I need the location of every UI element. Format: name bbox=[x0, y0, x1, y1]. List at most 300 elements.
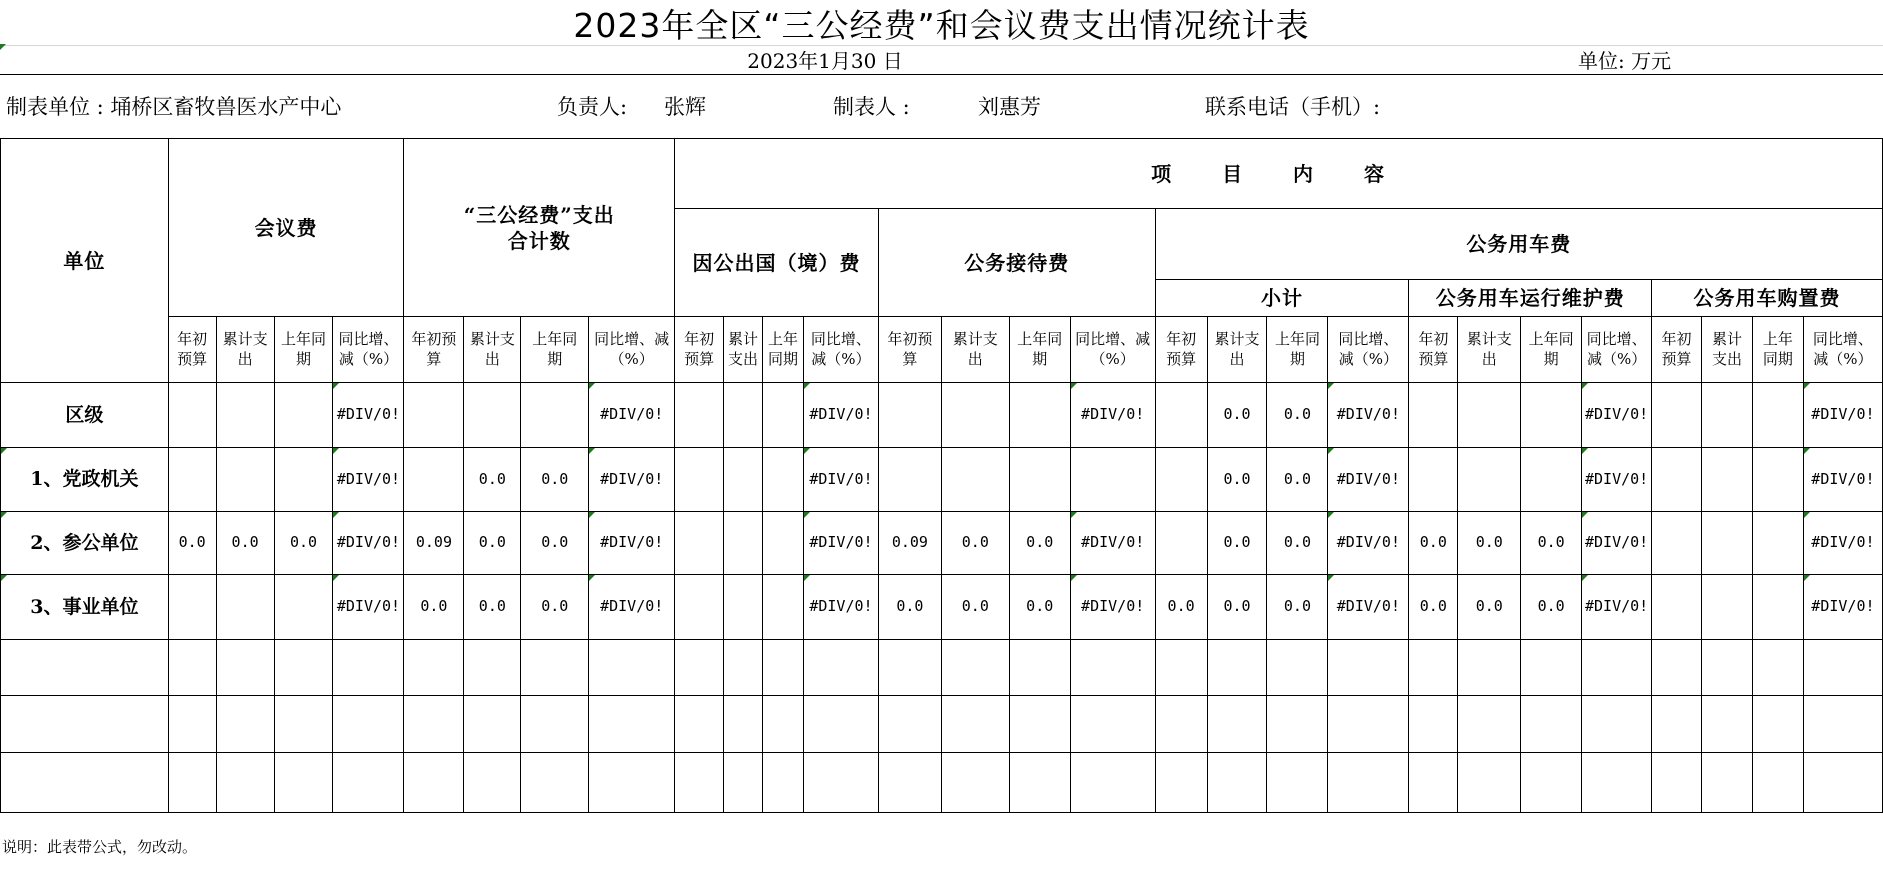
row-label[interactable]: 1、党政机关 bbox=[1, 448, 169, 512]
data-cell[interactable]: #DIV/0! bbox=[1328, 448, 1409, 512]
data-cell[interactable] bbox=[1752, 575, 1803, 640]
empty-cell[interactable] bbox=[1521, 696, 1582, 753]
data-cell[interactable] bbox=[1652, 575, 1702, 640]
empty-cell[interactable] bbox=[803, 640, 878, 696]
subheader-line: 年初 bbox=[1418, 330, 1449, 348]
data-cell[interactable]: 0.0 bbox=[521, 448, 589, 512]
row-label[interactable]: 区级 bbox=[1, 383, 169, 448]
data-cell[interactable]: #DIV/0! bbox=[333, 575, 404, 640]
empty-cell[interactable] bbox=[1070, 753, 1155, 813]
empty-cell[interactable] bbox=[1267, 696, 1328, 753]
empty-cell[interactable] bbox=[1009, 640, 1070, 696]
subheader-line: 年初 bbox=[177, 330, 208, 348]
data-cell[interactable] bbox=[216, 383, 274, 448]
subheader-line: 出 bbox=[237, 349, 253, 368]
data-cell[interactable]: #DIV/0! bbox=[1582, 383, 1652, 448]
empty-cell[interactable] bbox=[941, 753, 1009, 813]
table-row-empty bbox=[1, 753, 1883, 813]
empty-cell[interactable] bbox=[1521, 640, 1582, 696]
empty-cell[interactable] bbox=[464, 753, 521, 813]
empty-cell[interactable] bbox=[675, 753, 724, 813]
subheader-cell bbox=[1582, 317, 1652, 383]
header-subtotal: 小计 bbox=[1155, 280, 1409, 317]
data-cell[interactable] bbox=[1702, 575, 1753, 640]
header-reception: 公务接待费 bbox=[878, 209, 1155, 317]
subheader-cell bbox=[1207, 317, 1267, 383]
subheader-line: 年初 bbox=[1661, 330, 1692, 348]
empty-cell[interactable] bbox=[1409, 696, 1458, 753]
empty-cell[interactable] bbox=[675, 696, 724, 753]
data-cell[interactable] bbox=[1521, 448, 1582, 512]
table-row-empty bbox=[1, 640, 1883, 696]
subheader-line: 累计支 bbox=[222, 330, 268, 348]
empty-cell[interactable] bbox=[1155, 753, 1207, 813]
data-cell[interactable]: 0.0 bbox=[1458, 575, 1521, 640]
empty-cell[interactable] bbox=[521, 753, 589, 813]
empty-cell[interactable] bbox=[1409, 753, 1458, 813]
subheader-cell bbox=[724, 317, 763, 383]
empty-cell[interactable] bbox=[675, 640, 724, 696]
empty-cell[interactable] bbox=[1009, 696, 1070, 753]
data-cell[interactable]: 0.0 bbox=[1521, 575, 1582, 640]
data-cell[interactable]: #DIV/0! bbox=[803, 383, 878, 448]
data-cell[interactable]: 0.0 bbox=[1267, 383, 1328, 448]
subheader-line: 年初预 bbox=[411, 330, 457, 348]
empty-cell[interactable] bbox=[878, 640, 941, 696]
subheader-line: 算 bbox=[902, 349, 918, 368]
empty-cell[interactable] bbox=[404, 640, 464, 696]
data-cell[interactable] bbox=[878, 448, 941, 512]
data-cell[interactable] bbox=[724, 512, 763, 575]
empty-cell[interactable] bbox=[1652, 753, 1702, 813]
empty-cell[interactable] bbox=[878, 696, 941, 753]
subheader-line: 累计支 bbox=[469, 330, 515, 348]
subheader-line: 预算 bbox=[1661, 349, 1692, 368]
data-cell[interactable]: #DIV/0! bbox=[1803, 512, 1882, 575]
subheader-line: 预算 bbox=[1418, 349, 1449, 368]
data-cell[interactable] bbox=[941, 383, 1009, 448]
data-cell[interactable]: 0.0 bbox=[1155, 575, 1207, 640]
subheader-line: 上年 bbox=[1762, 330, 1793, 348]
header-sangong-total-line1: “三公经费”支出 bbox=[463, 202, 615, 227]
subheader-line: 减（%） bbox=[1586, 349, 1647, 368]
empty-cell[interactable] bbox=[1328, 640, 1409, 696]
data-cell[interactable]: 0.09 bbox=[404, 512, 464, 575]
row-label[interactable]: 2、参公单位 bbox=[1, 512, 169, 575]
empty-cell[interactable] bbox=[274, 696, 333, 753]
row-label[interactable]: 3、事业单位 bbox=[1, 575, 169, 640]
empty-cell[interactable] bbox=[941, 696, 1009, 753]
subheader-line: 支出 bbox=[1711, 349, 1742, 368]
data-cell[interactable] bbox=[724, 448, 763, 512]
preparer-name: 刘惠芳 bbox=[978, 95, 1041, 119]
data-cell[interactable]: 0.0 bbox=[521, 575, 589, 640]
data-cell[interactable]: 0.09 bbox=[878, 512, 941, 575]
data-cell[interactable] bbox=[521, 383, 589, 448]
subheader-line: 减（%） bbox=[811, 349, 871, 368]
data-cell[interactable] bbox=[763, 575, 804, 640]
data-cell[interactable] bbox=[1155, 383, 1207, 448]
data-cell[interactable]: #DIV/0! bbox=[1582, 512, 1652, 575]
subheader-line: 算 bbox=[426, 349, 442, 368]
subheader-cell bbox=[1702, 317, 1753, 383]
data-cell[interactable]: #DIV/0! bbox=[589, 575, 675, 640]
empty-cell[interactable] bbox=[589, 696, 675, 753]
empty-cell[interactable] bbox=[1803, 696, 1882, 753]
subheader-line: 上年 bbox=[767, 330, 798, 348]
empty-cell[interactable] bbox=[803, 696, 878, 753]
data-cell[interactable] bbox=[168, 575, 216, 640]
table-row bbox=[1, 512, 1883, 575]
empty-cell[interactable] bbox=[1070, 696, 1155, 753]
data-cell[interactable] bbox=[1752, 512, 1803, 575]
empty-cell[interactable] bbox=[216, 640, 274, 696]
data-cell[interactable] bbox=[1752, 383, 1803, 448]
prepared-unit: 制表单位 : 埇桥区畜牧兽医水产中心 bbox=[6, 95, 342, 119]
data-cell[interactable]: #DIV/0! bbox=[1803, 383, 1882, 448]
data-cell[interactable] bbox=[274, 575, 333, 640]
page-title: 2023年全区“三公经费”和会议费支出情况统计表 bbox=[573, 6, 1310, 45]
empty-cell[interactable] bbox=[1582, 696, 1652, 753]
data-cell[interactable] bbox=[274, 448, 333, 512]
data-cell[interactable]: #DIV/0! bbox=[1803, 448, 1882, 512]
subheader-line: 期 bbox=[1289, 349, 1305, 368]
data-cell[interactable]: 0.0 bbox=[1009, 575, 1070, 640]
data-cell[interactable]: 0.0 bbox=[216, 512, 274, 575]
data-cell[interactable] bbox=[675, 448, 724, 512]
subheader-line: （%） bbox=[1090, 349, 1135, 368]
data-cell[interactable]: #DIV/0! bbox=[589, 448, 675, 512]
subheader-line: 年初预 bbox=[887, 330, 933, 348]
data-cell[interactable] bbox=[168, 383, 216, 448]
data-cell[interactable] bbox=[878, 383, 941, 448]
empty-cell[interactable] bbox=[404, 753, 464, 813]
data-cell[interactable]: 0.0 bbox=[878, 575, 941, 640]
subheader-cell bbox=[464, 317, 521, 383]
header-abroad: 因公出国（境）费 bbox=[675, 209, 879, 317]
subheader-cell bbox=[1409, 317, 1458, 383]
subheader-line: 出 bbox=[484, 349, 500, 368]
empty-cell[interactable] bbox=[724, 696, 763, 753]
subheader-cell bbox=[404, 317, 464, 383]
subheader-line: 减（%） bbox=[338, 349, 399, 368]
data-cell[interactable] bbox=[1155, 512, 1207, 575]
data-cell[interactable]: #DIV/0! bbox=[1070, 512, 1155, 575]
data-cell[interactable] bbox=[941, 448, 1009, 512]
data-cell[interactable]: #DIV/0! bbox=[803, 575, 878, 640]
data-cell[interactable] bbox=[724, 383, 763, 448]
subheader-line: 同比增、减 bbox=[1075, 330, 1151, 348]
subheader-line: 上年同 bbox=[1017, 330, 1063, 348]
subheader-line: 出 bbox=[1481, 349, 1497, 368]
data-cell[interactable] bbox=[1409, 383, 1458, 448]
empty-cell[interactable] bbox=[878, 753, 941, 813]
empty-cell[interactable] bbox=[724, 753, 763, 813]
data-cell[interactable] bbox=[763, 448, 804, 512]
empty-cell[interactable] bbox=[216, 753, 274, 813]
empty-cell[interactable] bbox=[404, 696, 464, 753]
data-cell[interactable]: 0.0 bbox=[1207, 575, 1267, 640]
data-cell[interactable]: #DIV/0! bbox=[333, 448, 404, 512]
data-cell[interactable]: 0.0 bbox=[274, 512, 333, 575]
preparer-label: 制表人 : bbox=[833, 95, 910, 119]
data-cell[interactable] bbox=[1009, 448, 1070, 512]
empty-cell[interactable] bbox=[1458, 753, 1521, 813]
empty-cell[interactable] bbox=[1582, 640, 1652, 696]
subheader-cell bbox=[1009, 317, 1070, 383]
data-cell[interactable] bbox=[274, 383, 333, 448]
data-cell[interactable] bbox=[464, 383, 521, 448]
empty-cell[interactable] bbox=[168, 640, 216, 696]
data-cell[interactable] bbox=[1458, 448, 1521, 512]
empty-cell[interactable] bbox=[1207, 640, 1267, 696]
data-cell[interactable]: 0.0 bbox=[1521, 512, 1582, 575]
data-cell[interactable]: #DIV/0! bbox=[589, 383, 675, 448]
empty-cell[interactable] bbox=[1702, 696, 1753, 753]
data-cell[interactable]: #DIV/0! bbox=[1328, 512, 1409, 575]
subheader-cell bbox=[1155, 317, 1207, 383]
subheader-line: 同比增、 bbox=[338, 330, 399, 348]
empty-cell[interactable] bbox=[941, 640, 1009, 696]
subheader-line: 期 bbox=[1032, 349, 1048, 368]
data-cell[interactable] bbox=[168, 448, 216, 512]
empty-cell[interactable] bbox=[1521, 753, 1582, 813]
data-cell[interactable]: 0.0 bbox=[1267, 575, 1328, 640]
data-cell[interactable] bbox=[675, 512, 724, 575]
subheader-line: 出 bbox=[967, 349, 983, 368]
header-project: 项 目 内 容 bbox=[675, 139, 1883, 209]
empty-cell[interactable] bbox=[1652, 696, 1702, 753]
subheader-line: 年初 bbox=[684, 330, 715, 348]
data-cell[interactable]: 0.0 bbox=[404, 575, 464, 640]
subheader-cell bbox=[1328, 317, 1409, 383]
empty-cell[interactable] bbox=[1702, 640, 1753, 696]
data-cell[interactable] bbox=[1409, 448, 1458, 512]
empty-cell[interactable] bbox=[724, 640, 763, 696]
data-cell[interactable]: #DIV/0! bbox=[1803, 575, 1882, 640]
header-sangong-total bbox=[404, 139, 675, 317]
data-cell[interactable] bbox=[216, 575, 274, 640]
subheader-cell bbox=[1752, 317, 1803, 383]
subheader-cell bbox=[803, 317, 878, 383]
data-cell[interactable] bbox=[404, 448, 464, 512]
header-car-buy: 公务用车购置费 bbox=[1652, 280, 1883, 317]
subheader-line: 期 bbox=[1543, 349, 1559, 368]
empty-cell[interactable] bbox=[333, 640, 404, 696]
empty-cell[interactable] bbox=[333, 753, 404, 813]
empty-cell[interactable] bbox=[1328, 696, 1409, 753]
empty-cell[interactable] bbox=[274, 753, 333, 813]
empty-cell[interactable] bbox=[1009, 753, 1070, 813]
subheader-line: 累计 bbox=[728, 330, 759, 348]
data-cell[interactable] bbox=[675, 575, 724, 640]
header-unit: 单位 bbox=[1, 139, 169, 383]
data-cell[interactable] bbox=[1070, 448, 1155, 512]
subheader-line: 预算 bbox=[684, 349, 715, 368]
empty-cell[interactable] bbox=[1, 640, 169, 696]
data-cell[interactable]: #DIV/0! bbox=[1070, 383, 1155, 448]
subheader-line: 累计支 bbox=[1466, 330, 1512, 348]
data-cell[interactable]: 0.0 bbox=[1207, 383, 1267, 448]
subheader-line: 同比增、 bbox=[1812, 330, 1873, 348]
data-cell[interactable] bbox=[1702, 448, 1753, 512]
empty-cell[interactable] bbox=[1752, 640, 1803, 696]
phone-label: 联系电话（手机）: bbox=[1205, 95, 1381, 119]
empty-cell[interactable] bbox=[1458, 640, 1521, 696]
data-cell[interactable] bbox=[1652, 383, 1702, 448]
table-row bbox=[1, 575, 1883, 640]
subheader-line: 支出 bbox=[728, 349, 759, 368]
empty-cell[interactable] bbox=[1803, 640, 1882, 696]
data-cell[interactable]: 0.0 bbox=[1409, 575, 1458, 640]
table-row bbox=[1, 383, 1883, 448]
subheader-line: 上年同 bbox=[281, 330, 327, 348]
data-cell[interactable]: #DIV/0! bbox=[1582, 448, 1652, 512]
empty-cell[interactable] bbox=[1702, 753, 1753, 813]
data-cell[interactable] bbox=[1702, 512, 1753, 575]
data-cell[interactable] bbox=[675, 383, 724, 448]
data-cell[interactable]: #DIV/0! bbox=[333, 383, 404, 448]
subheader-line: 同期 bbox=[1762, 349, 1793, 368]
data-cell[interactable]: #DIV/0! bbox=[589, 512, 675, 575]
empty-cell[interactable] bbox=[763, 696, 804, 753]
data-cell[interactable] bbox=[763, 512, 804, 575]
subheader-line: 上年同 bbox=[1528, 330, 1574, 348]
empty-cell[interactable] bbox=[521, 640, 589, 696]
stats-table bbox=[0, 138, 1883, 813]
empty-cell[interactable] bbox=[1, 696, 169, 753]
subheader-line: 期 bbox=[296, 349, 312, 368]
data-cell[interactable] bbox=[1155, 448, 1207, 512]
header-car: 公务用车费 bbox=[1155, 209, 1882, 280]
data-cell[interactable] bbox=[1009, 383, 1070, 448]
data-cell[interactable]: 0.0 bbox=[464, 575, 521, 640]
empty-cell[interactable] bbox=[589, 753, 675, 813]
empty-cell[interactable] bbox=[1752, 696, 1803, 753]
data-cell[interactable]: 0.0 bbox=[1267, 448, 1328, 512]
data-cell[interactable] bbox=[216, 448, 274, 512]
empty-cell[interactable] bbox=[803, 753, 878, 813]
subheader-cell bbox=[763, 317, 804, 383]
subheader-line: 累计支 bbox=[1214, 330, 1260, 348]
empty-cell[interactable] bbox=[763, 753, 804, 813]
data-cell[interactable]: 0.0 bbox=[1458, 512, 1521, 575]
data-cell[interactable]: #DIV/0! bbox=[333, 512, 404, 575]
data-cell[interactable]: 0.0 bbox=[1267, 512, 1328, 575]
empty-cell[interactable] bbox=[521, 696, 589, 753]
data-cell[interactable] bbox=[1652, 512, 1702, 575]
report-date: 2023年1月30 日 bbox=[747, 49, 903, 73]
empty-cell[interactable] bbox=[1207, 753, 1267, 813]
subheader-cell bbox=[1070, 317, 1155, 383]
empty-cell[interactable] bbox=[168, 753, 216, 813]
subheader-line: （%） bbox=[609, 349, 654, 368]
subheader-cell bbox=[333, 317, 404, 383]
empty-cell[interactable] bbox=[333, 696, 404, 753]
data-cell[interactable]: #DIV/0! bbox=[1582, 575, 1652, 640]
empty-cell[interactable] bbox=[1409, 640, 1458, 696]
empty-cell[interactable] bbox=[1070, 640, 1155, 696]
subheader-line: 减（%） bbox=[1813, 349, 1873, 368]
data-cell[interactable]: 0.0 bbox=[941, 512, 1009, 575]
empty-cell[interactable] bbox=[763, 640, 804, 696]
subheader-line: 累计 bbox=[1711, 330, 1742, 348]
empty-cell[interactable] bbox=[1207, 696, 1267, 753]
empty-cell[interactable] bbox=[1155, 640, 1207, 696]
data-cell[interactable]: #DIV/0! bbox=[803, 512, 878, 575]
empty-cell[interactable] bbox=[1155, 696, 1207, 753]
data-cell[interactable]: #DIV/0! bbox=[1328, 575, 1409, 640]
data-cell[interactable]: 0.0 bbox=[464, 448, 521, 512]
data-cell[interactable]: #DIV/0! bbox=[803, 448, 878, 512]
subheader-cell bbox=[675, 317, 724, 383]
subheader-line: 上年同 bbox=[532, 330, 578, 348]
empty-cell[interactable] bbox=[1267, 640, 1328, 696]
data-cell[interactable]: 0.0 bbox=[1009, 512, 1070, 575]
subheader-line: 预算 bbox=[177, 349, 208, 368]
subheader-line: 上年同 bbox=[1274, 330, 1320, 348]
data-cell[interactable] bbox=[1521, 383, 1582, 448]
empty-cell[interactable] bbox=[274, 640, 333, 696]
empty-cell[interactable] bbox=[1328, 753, 1409, 813]
subheader-line: 期 bbox=[547, 349, 563, 368]
subheader-cell bbox=[878, 317, 941, 383]
data-cell[interactable]: 0.0 bbox=[168, 512, 216, 575]
data-cell[interactable] bbox=[724, 575, 763, 640]
data-cell[interactable]: 0.0 bbox=[941, 575, 1009, 640]
subheader-cell bbox=[589, 317, 675, 383]
subheader-line: 年初 bbox=[1166, 330, 1197, 348]
empty-cell[interactable] bbox=[1803, 753, 1882, 813]
empty-cell[interactable] bbox=[464, 696, 521, 753]
data-cell[interactable] bbox=[1752, 448, 1803, 512]
subheader-cell bbox=[941, 317, 1009, 383]
empty-cell[interactable] bbox=[589, 640, 675, 696]
data-cell[interactable] bbox=[1702, 383, 1753, 448]
subheader-line: 出 bbox=[1229, 349, 1245, 368]
subheader-cell bbox=[1521, 317, 1582, 383]
data-cell[interactable] bbox=[404, 383, 464, 448]
data-cell[interactable] bbox=[763, 383, 804, 448]
subheader-cell bbox=[1267, 317, 1328, 383]
data-cell[interactable] bbox=[1458, 383, 1521, 448]
empty-cell[interactable] bbox=[1458, 696, 1521, 753]
data-cell[interactable]: 0.0 bbox=[521, 512, 589, 575]
empty-cell[interactable] bbox=[1, 753, 169, 813]
empty-cell[interactable] bbox=[464, 640, 521, 696]
subheader-line: 同比增、 bbox=[1586, 330, 1647, 348]
header-sangong-total-line2: 合计数 bbox=[507, 228, 571, 253]
empty-cell[interactable] bbox=[1652, 640, 1702, 696]
subheader-cell bbox=[1458, 317, 1521, 383]
subheader-cell bbox=[168, 317, 216, 383]
data-cell[interactable]: 0.0 bbox=[464, 512, 521, 575]
data-cell[interactable]: 0.0 bbox=[1409, 512, 1458, 575]
header-meeting: 会议费 bbox=[168, 139, 404, 317]
data-cell[interactable] bbox=[1652, 448, 1702, 512]
data-cell[interactable]: 0.0 bbox=[1207, 448, 1267, 512]
empty-cell[interactable] bbox=[1582, 753, 1652, 813]
empty-cell[interactable] bbox=[1267, 753, 1328, 813]
data-cell[interactable]: 0.0 bbox=[1207, 512, 1267, 575]
empty-cell[interactable] bbox=[1752, 753, 1803, 813]
empty-cell[interactable] bbox=[216, 696, 274, 753]
empty-cell[interactable] bbox=[168, 696, 216, 753]
subheader-cell bbox=[1652, 317, 1702, 383]
data-cell[interactable]: #DIV/0! bbox=[1070, 575, 1155, 640]
data-cell[interactable]: #DIV/0! bbox=[1328, 383, 1409, 448]
subheader-cell bbox=[1803, 317, 1882, 383]
